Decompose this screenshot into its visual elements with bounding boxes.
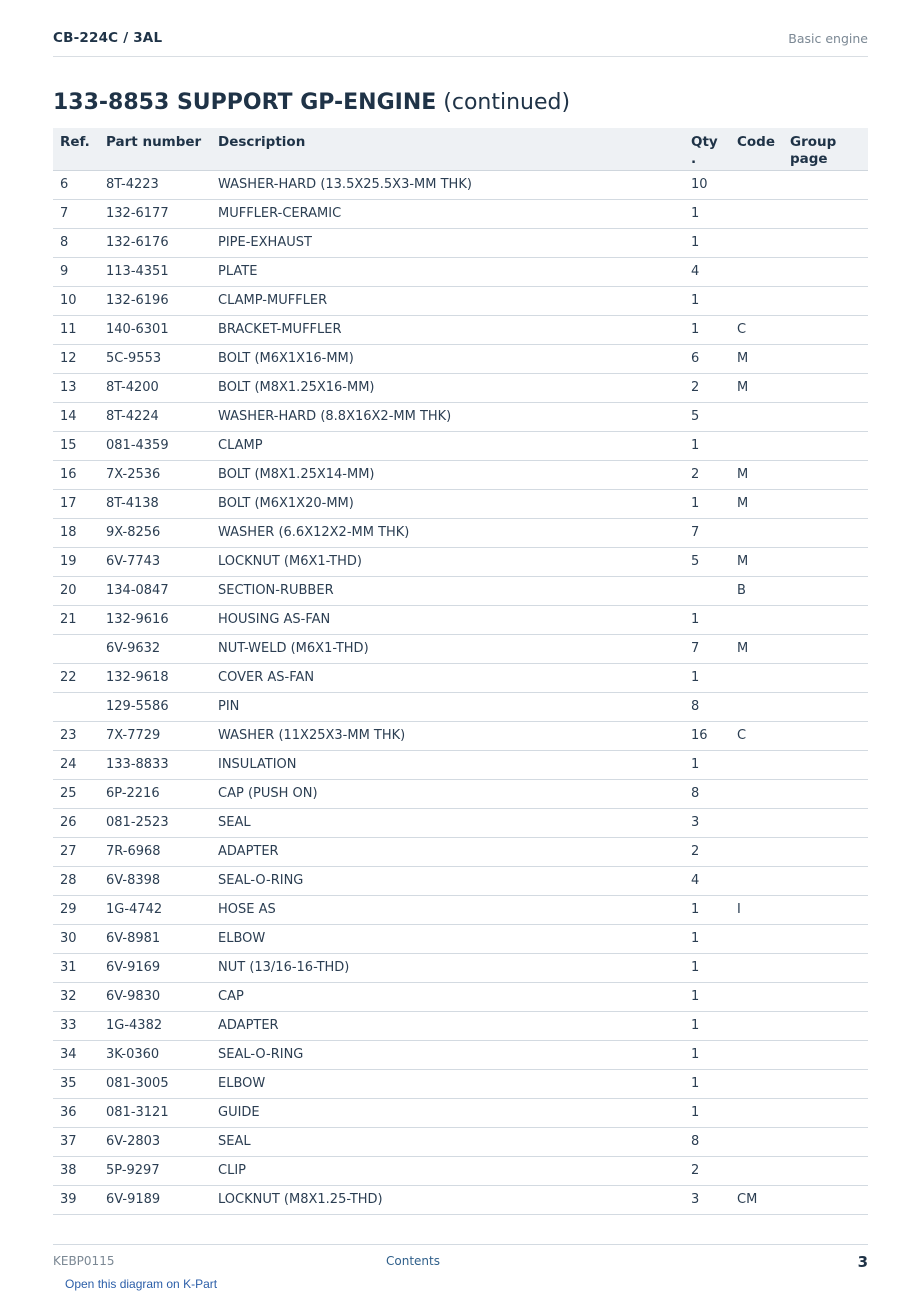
table-row bbox=[53, 924, 868, 953]
part-number-cell: 132-6196 bbox=[106, 286, 218, 315]
group-page-cell bbox=[790, 1069, 868, 1098]
page-number: 3 bbox=[857, 1253, 868, 1271]
part-number-cell: 9X-8256 bbox=[106, 518, 218, 547]
table-row bbox=[53, 1127, 868, 1156]
table-row bbox=[53, 460, 868, 489]
part-number-cell: 6V-9189 bbox=[106, 1185, 218, 1214]
group-page-cell bbox=[790, 982, 868, 1011]
group-page-cell bbox=[790, 1011, 868, 1040]
code-cell bbox=[737, 837, 790, 866]
section-label: Basic engine bbox=[788, 31, 868, 46]
group-page-cell bbox=[790, 1127, 868, 1156]
description-cell: PIPE-EXHAUST bbox=[218, 228, 691, 257]
group-page-cell bbox=[790, 634, 868, 663]
ref-cell: 13 bbox=[53, 373, 106, 402]
code-cell bbox=[737, 1127, 790, 1156]
code-cell bbox=[737, 199, 790, 228]
ref-cell: 18 bbox=[53, 518, 106, 547]
group-page-cell bbox=[790, 692, 868, 721]
part-number-cell: 081-4359 bbox=[106, 431, 218, 460]
qty-cell: 1 bbox=[691, 489, 737, 518]
table-row bbox=[53, 605, 868, 634]
ref-cell: 29 bbox=[53, 895, 106, 924]
part-number-cell: 081-3121 bbox=[106, 1098, 218, 1127]
group-page-cell bbox=[790, 547, 868, 576]
part-number-cell: 8T-4138 bbox=[106, 489, 218, 518]
qty-cell: 7 bbox=[691, 634, 737, 663]
table-row bbox=[53, 547, 868, 576]
ref-cell: 19 bbox=[53, 547, 106, 576]
part-number-cell: 7X-2536 bbox=[106, 460, 218, 489]
code-cell: I bbox=[737, 895, 790, 924]
ref-cell: 20 bbox=[53, 576, 106, 605]
ref-cell: 9 bbox=[53, 257, 106, 286]
parts-table-body bbox=[53, 170, 868, 1214]
description-cell: WASHER-HARD (13.5X25.5X3-MM THK) bbox=[218, 170, 691, 199]
part-number-cell: 6V-8981 bbox=[106, 924, 218, 953]
description-cell: BOLT (M6X1X16-MM) bbox=[218, 344, 691, 373]
group-page-cell bbox=[790, 199, 868, 228]
group-page-cell bbox=[790, 837, 868, 866]
qty-cell: 1 bbox=[691, 315, 737, 344]
code-cell: C bbox=[737, 315, 790, 344]
part-number-cell: 3K-0360 bbox=[106, 1040, 218, 1069]
part-number-cell: 5P-9297 bbox=[106, 1156, 218, 1185]
table-header-row bbox=[53, 128, 868, 170]
ref-cell: 27 bbox=[53, 837, 106, 866]
part-number-cell: 1G-4742 bbox=[106, 895, 218, 924]
code-cell bbox=[737, 779, 790, 808]
ref-cell: 38 bbox=[53, 1156, 106, 1185]
part-number-cell: 6V-9169 bbox=[106, 953, 218, 982]
description-cell: NUT-WELD (M6X1-THD) bbox=[218, 634, 691, 663]
description-cell: CLAMP bbox=[218, 431, 691, 460]
description-cell: PLATE bbox=[218, 257, 691, 286]
group-page-cell bbox=[790, 170, 868, 199]
code-cell: B bbox=[737, 576, 790, 605]
qty-cell: 1 bbox=[691, 199, 737, 228]
qty-cell: 2 bbox=[691, 460, 737, 489]
column-header-description: Description bbox=[218, 128, 691, 170]
group-page-cell bbox=[790, 1156, 868, 1185]
page-header bbox=[53, 28, 868, 57]
code-cell bbox=[737, 1011, 790, 1040]
ref-cell: 12 bbox=[53, 344, 106, 373]
description-cell: ELBOW bbox=[218, 924, 691, 953]
table-row bbox=[53, 721, 868, 750]
table-row bbox=[53, 170, 868, 199]
part-number-cell: 140-6301 bbox=[106, 315, 218, 344]
group-page-cell bbox=[790, 721, 868, 750]
code-cell: M bbox=[737, 489, 790, 518]
description-cell: WASHER (11X25X3-MM THK) bbox=[218, 721, 691, 750]
description-cell: COVER AS-FAN bbox=[218, 663, 691, 692]
column-header-ref: Ref. bbox=[53, 128, 106, 170]
group-page-cell bbox=[790, 779, 868, 808]
table-row bbox=[53, 750, 868, 779]
ref-cell: 7 bbox=[53, 199, 106, 228]
group-page-cell bbox=[790, 431, 868, 460]
qty-cell: 1 bbox=[691, 924, 737, 953]
open-diagram-link[interactable]: Open this diagram on K-Part bbox=[65, 1277, 218, 1291]
part-number-cell: 6P-2216 bbox=[106, 779, 218, 808]
code-cell bbox=[737, 170, 790, 199]
table-row bbox=[53, 315, 868, 344]
contents-link[interactable]: Contents bbox=[386, 1254, 440, 1268]
ref-cell: 26 bbox=[53, 808, 106, 837]
table-row bbox=[53, 1156, 868, 1185]
group-page-cell bbox=[790, 315, 868, 344]
ref-cell: 6 bbox=[53, 170, 106, 199]
page-title bbox=[53, 90, 570, 115]
qty-cell: 10 bbox=[691, 170, 737, 199]
code-cell bbox=[737, 663, 790, 692]
qty-cell: 1 bbox=[691, 895, 737, 924]
qty-cell: 1 bbox=[691, 431, 737, 460]
part-number-cell: 8T-4223 bbox=[106, 170, 218, 199]
code-cell bbox=[737, 750, 790, 779]
description-cell: CLIP bbox=[218, 1156, 691, 1185]
ref-cell: 39 bbox=[53, 1185, 106, 1214]
table-row bbox=[53, 1069, 868, 1098]
description-cell: INSULATION bbox=[218, 750, 691, 779]
ref-cell bbox=[53, 634, 106, 663]
table-row bbox=[53, 1011, 868, 1040]
code-cell bbox=[737, 1069, 790, 1098]
group-page-cell bbox=[790, 344, 868, 373]
group-page-cell bbox=[790, 895, 868, 924]
part-number-cell: 132-6176 bbox=[106, 228, 218, 257]
table-row bbox=[53, 808, 868, 837]
table-row bbox=[53, 953, 868, 982]
qty-cell: 2 bbox=[691, 1156, 737, 1185]
code-cell: M bbox=[737, 547, 790, 576]
table-row bbox=[53, 982, 868, 1011]
table-row bbox=[53, 692, 868, 721]
ref-cell: 23 bbox=[53, 721, 106, 750]
part-number-cell: 113-4351 bbox=[106, 257, 218, 286]
code-cell bbox=[737, 257, 790, 286]
description-cell: WASHER-HARD (8.8X16X2-MM THK) bbox=[218, 402, 691, 431]
table-row bbox=[53, 1185, 868, 1214]
description-cell: SEAL bbox=[218, 1127, 691, 1156]
part-number-cell: 134-0847 bbox=[106, 576, 218, 605]
table-row bbox=[53, 228, 868, 257]
qty-cell: 1 bbox=[691, 982, 737, 1011]
table-row bbox=[53, 895, 868, 924]
code-cell: M bbox=[737, 634, 790, 663]
code-cell bbox=[737, 518, 790, 547]
code-cell bbox=[737, 1040, 790, 1069]
description-cell: HOSE AS bbox=[218, 895, 691, 924]
ref-cell: 32 bbox=[53, 982, 106, 1011]
code-cell bbox=[737, 402, 790, 431]
description-cell: SEAL-O-RING bbox=[218, 866, 691, 895]
description-cell: BOLT (M6X1X20-MM) bbox=[218, 489, 691, 518]
group-page-cell bbox=[790, 1098, 868, 1127]
part-number-cell: 5C-9553 bbox=[106, 344, 218, 373]
part-number-cell: 132-6177 bbox=[106, 199, 218, 228]
description-cell: MUFFLER-CERAMIC bbox=[218, 199, 691, 228]
qty-cell: 8 bbox=[691, 1127, 737, 1156]
ref-cell: 15 bbox=[53, 431, 106, 460]
qty-cell: 8 bbox=[691, 692, 737, 721]
description-cell: HOUSING AS-FAN bbox=[218, 605, 691, 634]
ref-cell: 35 bbox=[53, 1069, 106, 1098]
group-page-cell bbox=[790, 402, 868, 431]
code-cell: M bbox=[737, 460, 790, 489]
description-cell: BOLT (M8X1.25X16-MM) bbox=[218, 373, 691, 402]
group-page-cell bbox=[790, 750, 868, 779]
ref-cell bbox=[53, 692, 106, 721]
code-cell: M bbox=[737, 344, 790, 373]
ref-cell: 11 bbox=[53, 315, 106, 344]
qty-cell: 1 bbox=[691, 750, 737, 779]
code-cell bbox=[737, 228, 790, 257]
table-row bbox=[53, 634, 868, 663]
ref-cell: 31 bbox=[53, 953, 106, 982]
part-number-cell: 6V-9830 bbox=[106, 982, 218, 1011]
part-number-cell: 6V-2803 bbox=[106, 1127, 218, 1156]
qty-cell: 3 bbox=[691, 808, 737, 837]
ref-cell: 24 bbox=[53, 750, 106, 779]
group-page-cell bbox=[790, 518, 868, 547]
description-cell: PIN bbox=[218, 692, 691, 721]
table-row bbox=[53, 518, 868, 547]
table-row bbox=[53, 837, 868, 866]
part-number-cell: 6V-7743 bbox=[106, 547, 218, 576]
parts-table bbox=[53, 128, 868, 1215]
part-number-cell: 8T-4200 bbox=[106, 373, 218, 402]
group-page-cell bbox=[790, 663, 868, 692]
part-number-cell: 133-8833 bbox=[106, 750, 218, 779]
qty-cell: 1 bbox=[691, 228, 737, 257]
qty-cell: 3 bbox=[691, 1185, 737, 1214]
qty-cell: 2 bbox=[691, 373, 737, 402]
group-page-cell bbox=[790, 460, 868, 489]
qty-cell: 1 bbox=[691, 605, 737, 634]
code-cell: C bbox=[737, 721, 790, 750]
group-page-cell bbox=[790, 1040, 868, 1069]
qty-cell: 16 bbox=[691, 721, 737, 750]
table-row bbox=[53, 402, 868, 431]
description-cell: CAP bbox=[218, 982, 691, 1011]
description-cell: NUT (13/16-16-THD) bbox=[218, 953, 691, 982]
table-row bbox=[53, 257, 868, 286]
code-cell bbox=[737, 1156, 790, 1185]
ref-cell: 21 bbox=[53, 605, 106, 634]
ref-cell: 37 bbox=[53, 1127, 106, 1156]
code-cell bbox=[737, 692, 790, 721]
part-number-cell: 6V-9632 bbox=[106, 634, 218, 663]
group-page-cell bbox=[790, 373, 868, 402]
table-row bbox=[53, 199, 868, 228]
ref-cell: 17 bbox=[53, 489, 106, 518]
column-header-group-page: Group page bbox=[790, 128, 868, 170]
qty-cell: 8 bbox=[691, 779, 737, 808]
part-number-cell: 1G-4382 bbox=[106, 1011, 218, 1040]
description-cell: ELBOW bbox=[218, 1069, 691, 1098]
code-cell bbox=[737, 1098, 790, 1127]
part-number-cell: 6V-8398 bbox=[106, 866, 218, 895]
qty-cell: 5 bbox=[691, 547, 737, 576]
description-cell: ADAPTER bbox=[218, 1011, 691, 1040]
ref-cell: 30 bbox=[53, 924, 106, 953]
part-number-cell: 081-3005 bbox=[106, 1069, 218, 1098]
group-page-cell bbox=[790, 489, 868, 518]
part-number-cell: 129-5586 bbox=[106, 692, 218, 721]
group-page-cell bbox=[790, 257, 868, 286]
code-cell bbox=[737, 866, 790, 895]
code-cell bbox=[737, 431, 790, 460]
ref-cell: 10 bbox=[53, 286, 106, 315]
code-cell bbox=[737, 924, 790, 953]
description-cell: SEAL-O-RING bbox=[218, 1040, 691, 1069]
description-cell: LOCKNUT (M8X1.25-THD) bbox=[218, 1185, 691, 1214]
qty-cell: 5 bbox=[691, 402, 737, 431]
ref-cell: 33 bbox=[53, 1011, 106, 1040]
description-cell: LOCKNUT (M6X1-THD) bbox=[218, 547, 691, 576]
page-footer bbox=[53, 1244, 868, 1295]
part-number-cell: 7R-6968 bbox=[106, 837, 218, 866]
code-cell bbox=[737, 808, 790, 837]
ref-cell: 36 bbox=[53, 1098, 106, 1127]
description-cell: ADAPTER bbox=[218, 837, 691, 866]
qty-cell: 2 bbox=[691, 837, 737, 866]
description-cell: SECTION-RUBBER bbox=[218, 576, 691, 605]
table-row bbox=[53, 373, 868, 402]
qty-cell: 4 bbox=[691, 866, 737, 895]
qty-cell: 6 bbox=[691, 344, 737, 373]
table-row bbox=[53, 1098, 868, 1127]
ref-cell: 34 bbox=[53, 1040, 106, 1069]
table-row bbox=[53, 779, 868, 808]
title-suffix: (continued) bbox=[436, 90, 571, 115]
code-cell bbox=[737, 286, 790, 315]
table-row bbox=[53, 663, 868, 692]
ref-cell: 14 bbox=[53, 402, 106, 431]
group-page-cell bbox=[790, 866, 868, 895]
table-row bbox=[53, 431, 868, 460]
code-cell bbox=[737, 953, 790, 982]
part-number-cell: 132-9616 bbox=[106, 605, 218, 634]
description-cell: CAP (PUSH ON) bbox=[218, 779, 691, 808]
ref-cell: 25 bbox=[53, 779, 106, 808]
ref-cell: 28 bbox=[53, 866, 106, 895]
part-number-cell: 7X-7729 bbox=[106, 721, 218, 750]
description-cell: SEAL bbox=[218, 808, 691, 837]
qty-cell: 1 bbox=[691, 1069, 737, 1098]
qty-cell: 1 bbox=[691, 953, 737, 982]
group-page-cell bbox=[790, 924, 868, 953]
ref-cell: 22 bbox=[53, 663, 106, 692]
qty-cell: 1 bbox=[691, 286, 737, 315]
model-label: CB-224C / 3AL bbox=[53, 30, 163, 46]
column-header-part-number: Part number bbox=[106, 128, 218, 170]
group-page-cell bbox=[790, 605, 868, 634]
qty-cell: 1 bbox=[691, 1011, 737, 1040]
code-cell bbox=[737, 982, 790, 1011]
group-page-cell bbox=[790, 953, 868, 982]
qty-cell: 4 bbox=[691, 257, 737, 286]
part-number-cell: 132-9618 bbox=[106, 663, 218, 692]
qty-cell: 1 bbox=[691, 1098, 737, 1127]
document-id: KEBP0115 bbox=[53, 1254, 115, 1268]
table-row bbox=[53, 866, 868, 895]
qty-cell: 7 bbox=[691, 518, 737, 547]
qty-cell: 1 bbox=[691, 663, 737, 692]
code-cell bbox=[737, 605, 790, 634]
ref-cell: 16 bbox=[53, 460, 106, 489]
description-cell: GUIDE bbox=[218, 1098, 691, 1127]
description-cell: BRACKET-MUFFLER bbox=[218, 315, 691, 344]
table-row bbox=[53, 489, 868, 518]
description-cell: CLAMP-MUFFLER bbox=[218, 286, 691, 315]
description-cell: BOLT (M8X1.25X14-MM) bbox=[218, 460, 691, 489]
column-header-qty: Qty . bbox=[691, 128, 737, 170]
part-number-cell: 8T-4224 bbox=[106, 402, 218, 431]
code-cell: M bbox=[737, 373, 790, 402]
code-cell: CM bbox=[737, 1185, 790, 1214]
table-row bbox=[53, 344, 868, 373]
table-row bbox=[53, 286, 868, 315]
title-main: 133-8853 SUPPORT GP-ENGINE bbox=[53, 90, 437, 115]
table-row bbox=[53, 1040, 868, 1069]
ref-cell: 8 bbox=[53, 228, 106, 257]
description-cell: WASHER (6.6X12X2-MM THK) bbox=[218, 518, 691, 547]
part-number-cell: 081-2523 bbox=[106, 808, 218, 837]
qty-cell bbox=[691, 576, 737, 605]
group-page-cell bbox=[790, 228, 868, 257]
group-page-cell bbox=[790, 808, 868, 837]
group-page-cell bbox=[790, 286, 868, 315]
qty-cell: 1 bbox=[691, 1040, 737, 1069]
group-page-cell bbox=[790, 576, 868, 605]
column-header-code: Code bbox=[737, 128, 790, 170]
table-row bbox=[53, 576, 868, 605]
group-page-cell bbox=[790, 1185, 868, 1214]
